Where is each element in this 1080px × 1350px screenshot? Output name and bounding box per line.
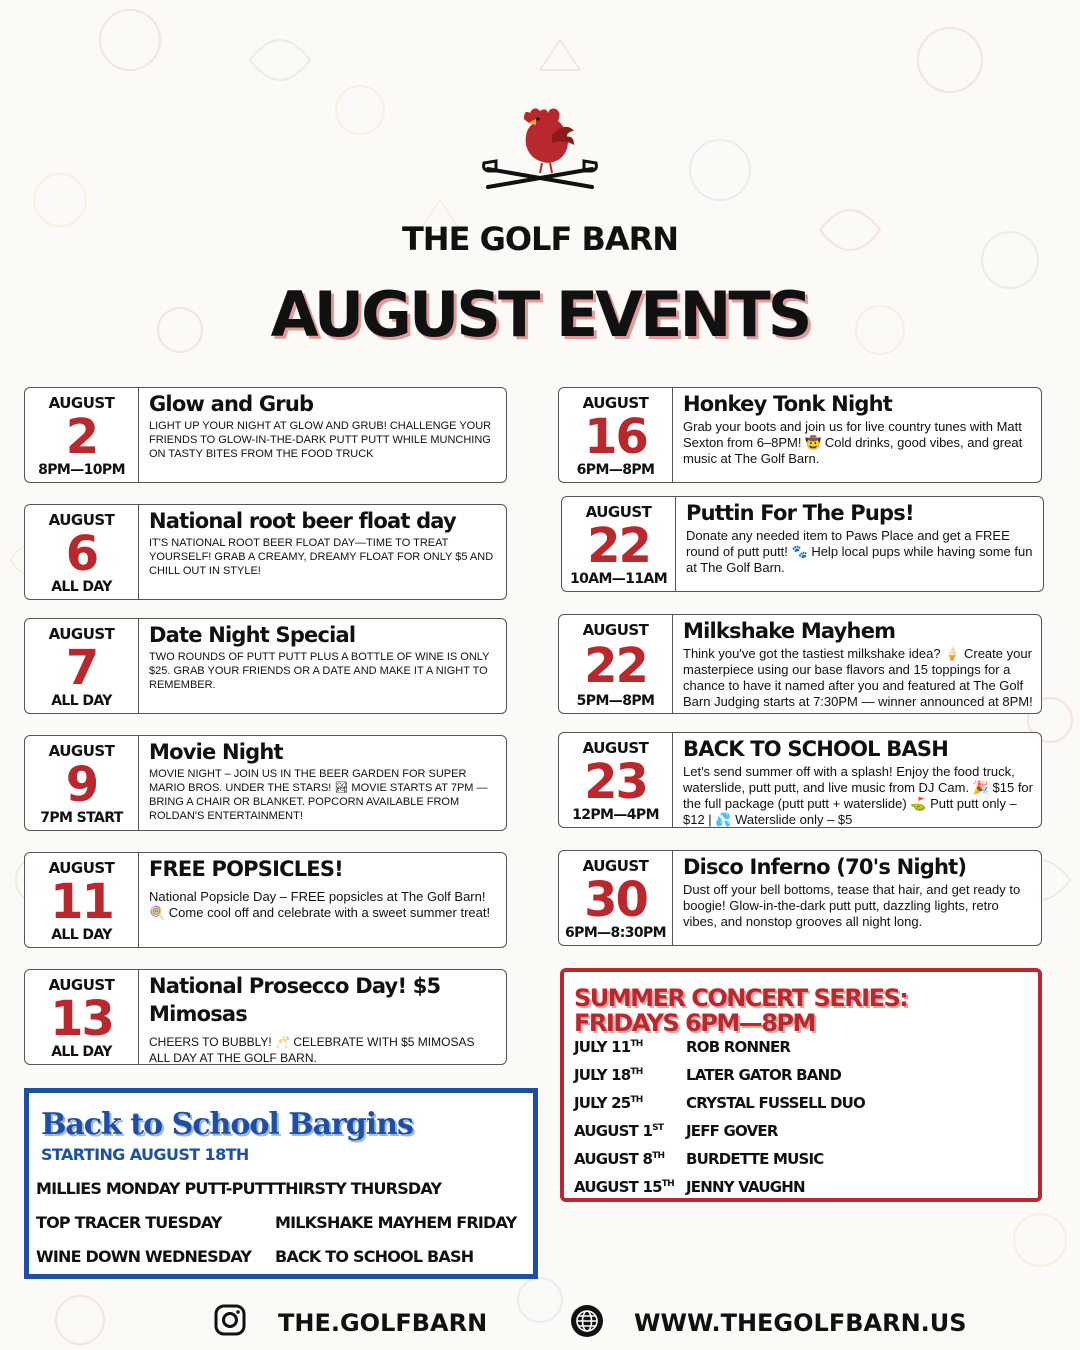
concert-month: JULY xyxy=(574,1066,607,1084)
event-description: MOVIE NIGHT – JOIN US IN THE BEER GARDEN FOR SUPER MARIO BROS. UNDER THE STARS! 🏞 MOVIE STARTS AT 7PM — BRING A CHAIR OR BLANKET. POPCORN AVAILABLE FROM ROLDAN'S ENTERTAINMENT! xyxy=(149,768,488,822)
concert-month: JULY xyxy=(574,1094,607,1112)
concert-day-suffix: TH xyxy=(652,1151,665,1161)
event-title: Honkey Tonk Night xyxy=(683,392,892,416)
bargain-item: BACK TO SCHOOL BASH xyxy=(275,1247,474,1266)
concert-day-suffix: ST xyxy=(652,1123,664,1133)
event-date xyxy=(559,615,673,713)
concert-day-suffix: TH xyxy=(630,1067,643,1077)
concert-month: JULY xyxy=(574,1038,607,1056)
bargains-subtitle: STARTING AUGUST 18TH xyxy=(41,1145,249,1164)
event-month: AUGUST xyxy=(582,857,649,875)
event-info xyxy=(676,497,1043,591)
event-day: 2 xyxy=(65,409,98,465)
event-description: Let's send summer off with a splash! Enjoy the food truck, waterslide, putt putt, and live music from DJ Cam. 🎉 $15 for the full package (putt putt + waterslide) ⛳ Putt putt only – $12 | 💦 Waterslide only – $5 xyxy=(683,764,1033,827)
concert-day: 25 xyxy=(611,1094,631,1112)
event-month: AUGUST xyxy=(582,394,649,412)
website-link[interactable]: WWW.THEGOLFBARN.US xyxy=(634,1309,967,1337)
event-day: 6 xyxy=(65,526,98,582)
event-card xyxy=(561,496,1044,592)
event-month: AUGUST xyxy=(585,503,652,521)
globe-icon[interactable] xyxy=(570,1304,604,1338)
event-title: National Prosecco Day! $5 Mimosas xyxy=(149,974,441,1026)
event-info xyxy=(673,851,1041,945)
bargain-item: MILKSHAKE MAYHEM FRIDAY xyxy=(275,1213,517,1232)
concert-day: 11 xyxy=(611,1038,631,1056)
event-time: 8PM—10PM xyxy=(38,462,125,478)
event-time: ALL DAY xyxy=(51,693,112,709)
concert-day-suffix: TH xyxy=(630,1095,643,1105)
back-to-school-bargains-box xyxy=(24,1088,538,1279)
event-description: LIGHT UP YOUR NIGHT AT GLOW AND GRUB! CHALLENGE YOUR FRIENDS TO GLOW-IN-THE-DARK PUTT PUTT WHILE MUNCHING ON TASTY BITES FROM THE FOOD TRUCK xyxy=(149,420,492,460)
event-card xyxy=(558,387,1042,483)
concert-date xyxy=(574,1094,642,1112)
event-info xyxy=(139,736,506,830)
event-date xyxy=(559,733,673,827)
event-info xyxy=(139,970,506,1064)
event-title: FREE POPSICLES! xyxy=(149,857,343,881)
brand-name: THE GOLF BARN xyxy=(401,220,679,258)
event-info xyxy=(139,388,506,482)
event-date xyxy=(25,853,139,947)
event-month: AUGUST xyxy=(48,511,115,529)
event-title: Disco Inferno (70's Night) xyxy=(683,855,967,879)
event-day: 16 xyxy=(584,409,647,465)
event-day: 7 xyxy=(65,640,98,696)
event-card xyxy=(24,387,507,483)
event-time: ALL DAY xyxy=(51,579,112,595)
event-time: ALL DAY xyxy=(51,927,112,943)
event-day: 23 xyxy=(584,754,647,810)
event-month: AUGUST xyxy=(48,742,115,760)
event-description: IT'S NATIONAL ROOT BEER FLOAT DAY—TIME TO TREAT YOURSELF! GRAB A CREAMY, DREAMY FLOAT FOR ONLY $5 AND CHILL OUT IN STYLE! xyxy=(149,537,494,577)
event-description: National Popsicle Day – FREE popsicles at The Golf Barn!🍭 Come cool off and celebrate with a sweet summer treat! xyxy=(149,889,491,920)
event-card xyxy=(558,850,1042,946)
concert-day: 1 xyxy=(642,1122,653,1140)
event-description: TWO ROUNDS OF PUTT PUTT PLUS A BOTTLE OF WINE IS ONLY $25. GRAB YOUR FRIENDS OR A DATE AND MAKE IT A NIGHT TO REMEMBER. xyxy=(149,651,490,691)
event-date xyxy=(559,388,673,482)
event-time: 5PM—8PM xyxy=(576,693,655,709)
event-time: 6PM—8PM xyxy=(576,462,655,478)
concert-month: AUGUST xyxy=(574,1150,639,1168)
event-card xyxy=(24,735,507,831)
event-date xyxy=(25,619,139,713)
event-description: Donate any needed item to Paws Place and get a FREE round of putt putt! 🐾 Help local pups while having some fun at The Golf Barn. xyxy=(686,528,1033,575)
event-info xyxy=(139,619,506,713)
event-card xyxy=(24,504,507,600)
page-title: AUGUST EVENTS xyxy=(270,278,810,351)
concert-day-suffix: TH xyxy=(630,1039,643,1049)
concert-day: 15 xyxy=(642,1178,662,1196)
event-time: ALL DAY xyxy=(51,1044,112,1060)
rooster-golf-logo xyxy=(480,105,600,195)
event-title: Glow and Grub xyxy=(149,392,314,416)
event-day: 22 xyxy=(584,638,647,694)
event-description: Dust off your bell bottoms, tease that hair, and get ready to boogie! Glow-in-the-dark putt putt, dazzling lights, retro vibes, and nonstop grooves all night long. xyxy=(683,882,1021,929)
event-date xyxy=(25,388,139,482)
concert-day: 8 xyxy=(642,1150,653,1168)
concert-month: AUGUST xyxy=(574,1122,639,1140)
event-info xyxy=(673,388,1041,482)
event-info xyxy=(139,853,506,947)
concert-date xyxy=(574,1066,642,1084)
concert-band: JEFF GOVER xyxy=(686,1122,778,1140)
instagram-handle-link[interactable]: THE.GOLFBARN xyxy=(278,1309,488,1337)
bargain-item: WINE DOWN WEDNESDAY xyxy=(36,1247,252,1266)
event-month: AUGUST xyxy=(48,859,115,877)
event-day: 9 xyxy=(65,757,98,813)
event-month: AUGUST xyxy=(48,976,115,994)
bargains-title: Back to School Bargins xyxy=(41,1107,413,1142)
concert-band: LATER GATOR BAND xyxy=(686,1066,842,1084)
event-time: 12PM—4PM xyxy=(572,807,659,823)
concert-day-suffix: TH xyxy=(661,1179,674,1189)
event-card xyxy=(558,614,1042,714)
event-title: Movie Night xyxy=(149,740,283,764)
event-title: Date Night Special xyxy=(149,623,356,647)
bargain-item: THIRSTY THURSDAY xyxy=(275,1179,442,1198)
event-month: AUGUST xyxy=(582,739,649,757)
event-card xyxy=(24,969,507,1065)
concert-date xyxy=(574,1178,674,1196)
event-description: Think you've got the tastiest milkshake idea? 🍦 Create your masterpiece using our base flavors and 15 toppings for a chance to have it named after you and featured at The Golf Barn Judging starts at 7:30PM — winner announced at 8PM! xyxy=(683,646,1033,709)
event-month: AUGUST xyxy=(582,621,649,639)
bargain-item: MILLIES MONDAY PUTT-PUTT xyxy=(36,1179,276,1198)
event-info xyxy=(673,615,1041,713)
event-date xyxy=(25,736,139,830)
concert-band: JENNY VAUGHN xyxy=(686,1178,805,1196)
instagram-icon[interactable] xyxy=(214,1304,246,1336)
event-description: CHEERS TO BUBBLY! 🥂 CELEBRATE WITH $5 MIMOSAS ALL DAY AT THE GOLF BARN. xyxy=(149,1035,475,1065)
event-title: BACK TO SCHOOL BASH xyxy=(683,737,949,761)
event-title: Puttin For The Pups! xyxy=(686,501,914,525)
event-card xyxy=(558,732,1042,828)
event-time: 7PM START xyxy=(40,810,123,826)
concert-day: 18 xyxy=(611,1066,631,1084)
event-time: 6PM—8:30PM xyxy=(565,925,666,941)
event-title: Milkshake Mayhem xyxy=(683,619,896,643)
event-month: AUGUST xyxy=(48,625,115,643)
event-title: National root beer float day xyxy=(149,509,456,533)
concert-date xyxy=(574,1038,642,1056)
concert-band: CRYSTAL FUSSELL DUO xyxy=(686,1094,865,1112)
concert-month: AUGUST xyxy=(574,1178,639,1196)
event-card xyxy=(24,852,507,948)
event-day: 13 xyxy=(50,991,113,1047)
event-month: AUGUST xyxy=(48,394,115,412)
event-time: 10AM—11AM xyxy=(569,571,668,587)
event-card xyxy=(24,618,507,714)
event-day: 22 xyxy=(587,518,650,574)
event-date xyxy=(562,497,676,591)
event-date xyxy=(25,505,139,599)
concert-title: SUMMER CONCERT SERIES: FRIDAYS 6PM—8PM xyxy=(574,984,908,1037)
event-description: Grab your boots and join us for live country tunes with Matt Sexton from 6–8PM! 🤠 Cold drinks, good vibes, and great music at The Golf Barn. xyxy=(683,419,1023,466)
event-info xyxy=(673,733,1041,827)
event-day: 11 xyxy=(50,874,113,930)
summer-concert-series-box xyxy=(560,968,1042,1202)
concert-date xyxy=(574,1150,664,1168)
event-day: 30 xyxy=(584,872,647,928)
event-date xyxy=(25,970,139,1064)
concert-date xyxy=(574,1122,663,1140)
concert-band: BURDETTE MUSIC xyxy=(686,1150,824,1168)
event-info xyxy=(139,505,506,599)
concert-band: ROB RONNER xyxy=(686,1038,791,1056)
event-date xyxy=(559,851,673,945)
bargain-item: TOP TRACER TUESDAY xyxy=(36,1213,222,1232)
